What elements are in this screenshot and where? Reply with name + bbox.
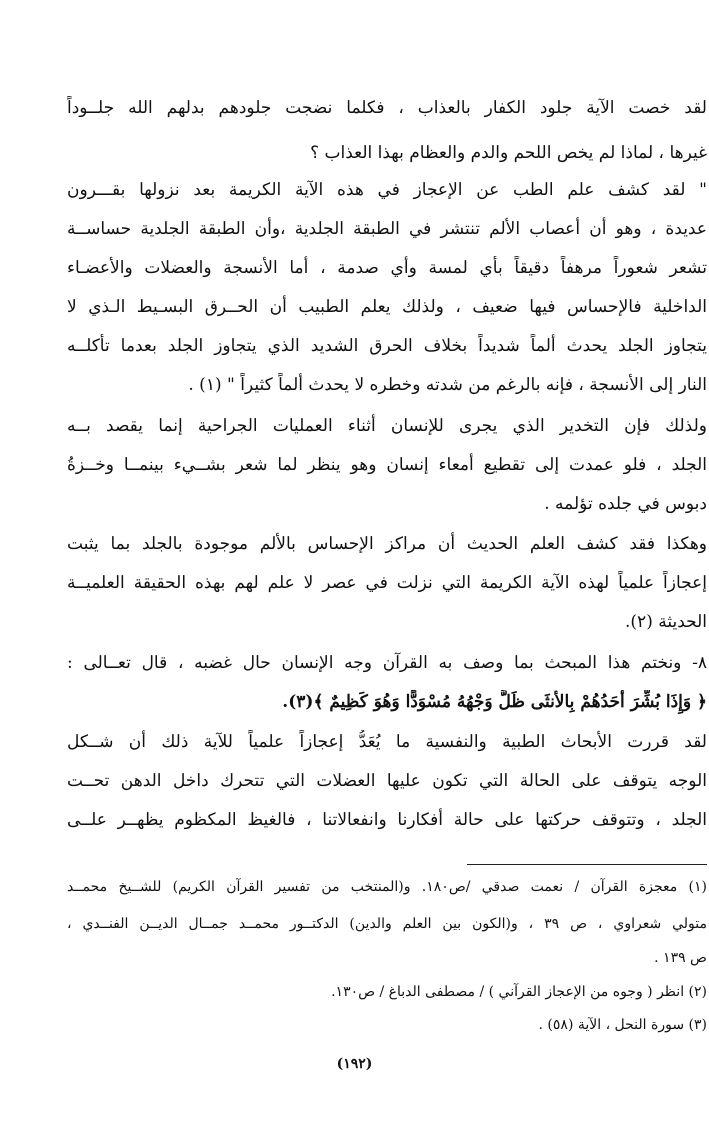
text: وهكذا فقد كشف العلم الحديث أن مراكز الإحساس بالألم موجودة بالجلد بما يثبت [67, 534, 707, 554]
text: لقد خصت الآية جلود الكفار بالعذاب ، فكلما نضجت جلودهم بدلهم الله جلــوداً [67, 98, 707, 118]
text: ص ١٣٩ . [654, 950, 707, 966]
text: لقد قررت الأبحاث الطبية والنفسية ما يُعَدُّ إعجازاً علمياً للآية ذلك أن شــكل [67, 732, 707, 752]
text: متولي شعراوي ، ص ٣٩ ، و(الكون بين العلم والدين) الدكتــور محمــد جمــال الديــن الفنــدي ، [67, 916, 707, 932]
text: ﴿ وَإِذَا بُشِّرَ أَحَدُهُمْ بِالأُنثَى ظَلَّ وَجْهُهُ مُسْوَدًّا وَهُوَ كَظِيمٌ ﴾(٣). [282, 692, 707, 712]
text: الحديثة (٢). [625, 612, 707, 632]
body-line [67, 178, 707, 202]
body-line [67, 256, 707, 280]
body-line [67, 453, 707, 477]
body-line [67, 334, 707, 358]
text: دبوس في جلده تؤلمه . [544, 494, 707, 514]
text: (٣) سورة النحل ، الآية (٥٨) . [538, 1017, 707, 1033]
body-line [67, 610, 707, 634]
body-line [67, 532, 707, 556]
text: عديدة ، وهو أن أعصاب الألم تنتشر في الطبقة الجلدية ،وأن الطبقة الجلدية حساســة [67, 219, 707, 239]
text: الجلد ، وتتوقف حركتها على حالة أفكارنا وانفعالاتنا ، فالغيظ المكظوم يظهــر علــى [67, 810, 707, 830]
body-line [67, 730, 707, 754]
text: ولذلك فإن التخدير الذي يجرى للإنسان أثناء العمليات الجراحية إنما يقصد بــه [67, 416, 707, 436]
body-line [67, 141, 707, 165]
body-line [67, 373, 707, 397]
body-line [67, 217, 707, 241]
body-line [67, 808, 707, 832]
body-line [67, 492, 707, 516]
footnote-1-line-3 [67, 947, 707, 969]
footnote-1-line-2 [67, 913, 707, 935]
footnote-3 [67, 1014, 707, 1036]
text: الجلد ، فلو عمدت إلى تقطيع أمعاء إنسان وهو ينظر لما شعر بشــيء بينمــا وخــزةُ [67, 455, 707, 475]
text: (١) معجزة القرآن / نعمت صدقي /ص١٨٠. و(المنتخب من تفسير القرآن الكريم) للشــيخ محمــد [67, 879, 707, 895]
body-line [67, 571, 707, 595]
body-line [67, 295, 707, 319]
text: يتجاوز الجلد يحدث ألماً شديداً بخلاف الحرق الشديد الذي يتجاوز الجلد بعدما تأكلــه [67, 336, 707, 356]
footnote-1-line-1 [67, 876, 707, 898]
text: تشعر شعوراً مرهفاً دقيقاً بأي لمسة وأي صدمة ، أما الأنسجة والعضلات والأعضـاء [67, 258, 707, 278]
text: ٨- ونختم هذا المبحث بما وصف به القرآن وجه الإنسان حال غضبه ، قال تعــالى : [67, 653, 707, 673]
text: الداخلية فالإحساس فيها ضعيف ، ولذلك يعلم الطبيب أن الحــرق البسـيط الـذي لا [67, 297, 707, 317]
text: (٢) انظر ( وجوه من الإعجاز القرآني ) / مصطفى الدباغ / ص١٣٠. [331, 984, 707, 1000]
text: النار إلى الأنسجة ، فإنه بالرغم من شدته وخطره لا يحدث ألماً كثيراً " (١) . [188, 375, 707, 395]
text: إعجازاً علمياً لهذه الآية الكريمة التي نزلت في عصر لا علم لهم بهذه الحقيقة العلميــة [67, 573, 707, 593]
footnote-separator [467, 864, 707, 865]
text: " لقد كشف علم الطب عن الإعجاز في هذه الآية الكريمة بعد نزولها بقـــرون [67, 180, 707, 200]
body-line [67, 769, 707, 793]
body-line [67, 96, 707, 120]
body-line [67, 651, 707, 675]
page-number: (١٩٢) [336, 1056, 373, 1072]
footnote-2 [67, 981, 707, 1003]
body-line [67, 414, 707, 438]
text: غيرها ، لماذا لم يخص اللحم والدم والعظام بهذا العذاب ؟ [310, 143, 707, 163]
text: الوجه يتوقف على الحالة التي تكون عليها العضلات التي تتحرك داخل الدهن تحــت [67, 771, 707, 791]
quran-verse [67, 690, 707, 714]
